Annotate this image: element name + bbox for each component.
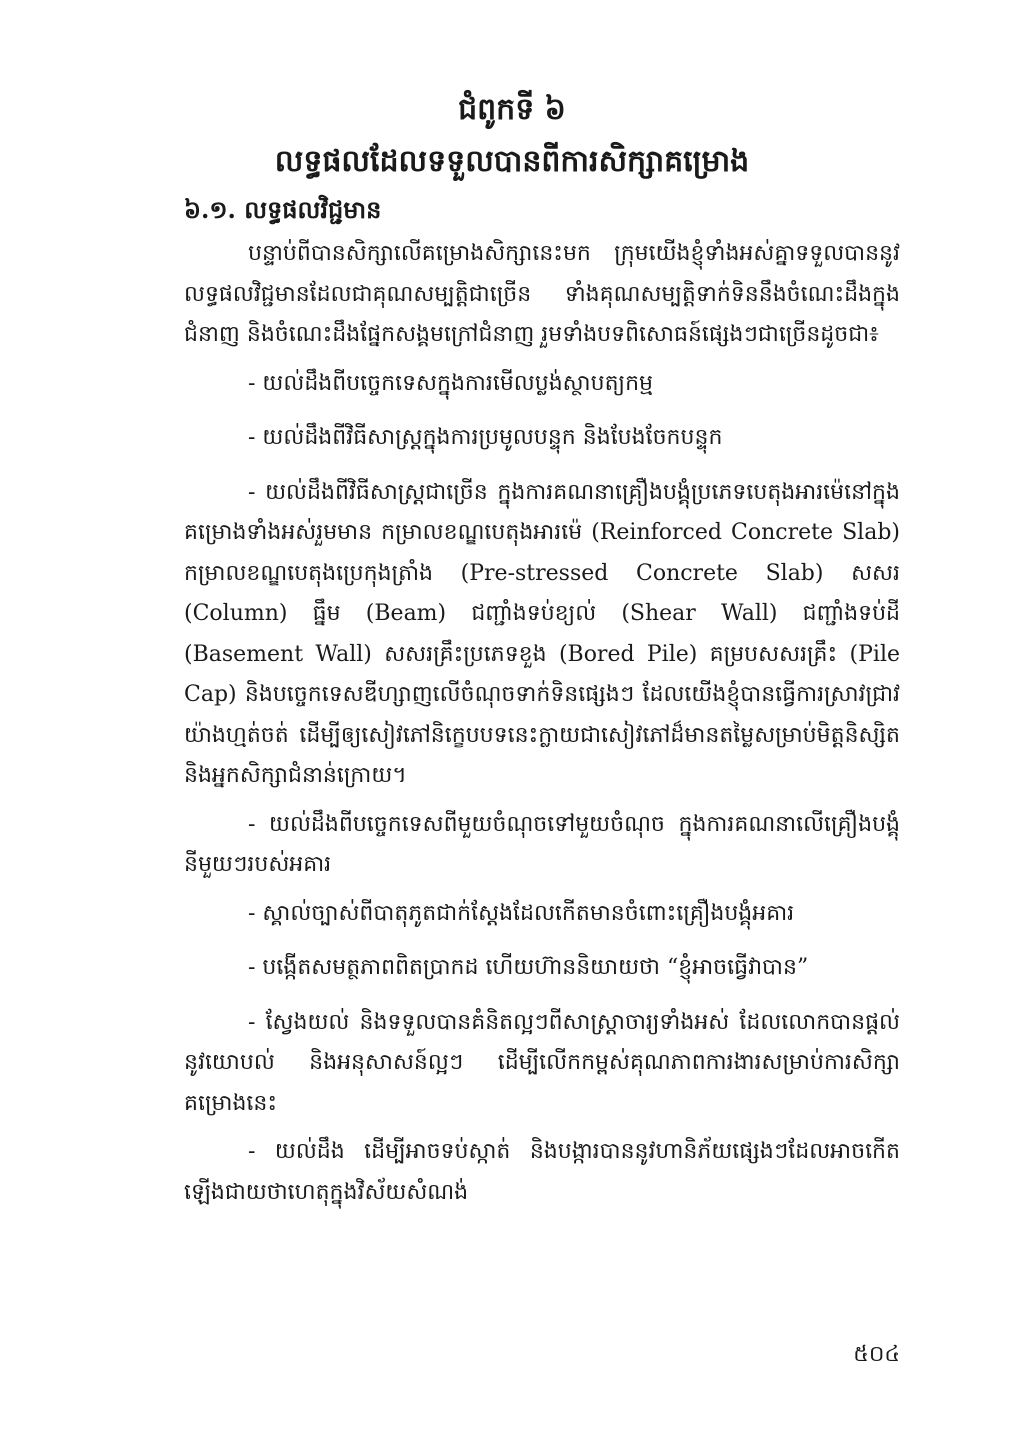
bullet-item: - យល់ដឹង ដើម្បីអាចទប់ស្កាត់ និងបង្ការបាននូវហានិភ័យផ្សេងៗដែលអាចកើតឡើងជាយថាហេតុក្នុងវិស័យសំណង់	[184, 1139, 900, 1205]
chapter-subtitle: លទ្ធផលដែលទទួលបានពីការសិក្សាគម្រោង	[274, 144, 750, 179]
bullet-item: - យល់ដឹងពីវិធីសាស្ត្រជាច្រើន ក្នុងការគណនាគ្រឿងបង្គុំប្រភេទបេតុងអារម៉េនៅក្នុងគម្រោងទាំងអស់រួមមាន កម្រាលខណ្ឌបេតុងអារម៉េ (Reinforced Concrete Slab) កម្រាលខណ្ឌបេតុងប្រេកុងត្រាំង (Pre-stressed Concrete Slab) សសរ (Column) ធ្នឹម (Beam) ជញ្ជាំងទប់ខ្យល់ (Shear Wall) ជញ្ជាំងទប់ដី (Basement Wall) សសរគ្រឹះប្រភេទខួង (Bored Pile) គម្របសសរគ្រឹះ (Pile Cap) និងបច្ចេកទេសឌីហ្សាញលើចំណុចទាក់ទិនផ្សេងៗ ដែលយើងខ្ញុំបានធ្វើការស្រាវជ្រាវយ៉ាងហ្មត់ចត់ ដើម្បីឲ្យសៀវភៅនិក្ខេបបទនេះក្លាយជាសៀវភៅដ៏មានតម្លៃសម្រាប់មិត្តនិស្សិត និងអ្នកសិក្សាជំនាន់ក្រោយ។	[184, 479, 900, 788]
bullet-item: - យល់ដឹងពីបច្ចេកទេសក្នុងការមើលប្លង់ស្ថាបត្យកម្ម	[248, 370, 654, 396]
intro-paragraph: បន្ទាប់ពីបានសិក្សាលើគម្រោងសិក្សានេះមក ក្រុមយើងខ្ញុំទាំងអស់គ្នាទទួលបាននូវលទ្ធផលវិជ្ជមានដែលជាគុណសម្បត្តិជាច្រើន ទាំងគុណសម្បត្តិទាក់ទិននឹងចំណេះដឹងក្នុងជំនាញ និងចំណេះដឹងផ្នែកសង្គមក្រៅជំនាញ រួមទាំងបទពិសោធន៍ផ្សេងៗជាច្រើនដូចជា៖	[184, 241, 900, 347]
body-text	[184, 234, 900, 1221]
chapter-title: ជំពូកទី ៦	[458, 92, 566, 127]
bullet-item: - យល់ដឹងពីវិធីសាស្ត្រក្នុងការប្រមូលបន្ទុក និងបែងចែកបន្ទុក	[248, 425, 723, 450]
bullet-item: - ស្គាល់ច្បាស់ពីបាតុភូតជាក់ស្តែងដែលកើតមានចំពោះគ្រឿងបង្គុំអគារ	[248, 900, 795, 926]
bullet-item: - យល់ដឹងពីបច្ចេកទេសពីមួយចំណុចទៅមួយចំណុច ក្នុងការគណនាលើគ្រឿងបង្គុំនីមួយៗរបស់អគារ	[184, 811, 900, 877]
section-heading: ៦.១. លទ្ធផលវិជ្ជមាន	[184, 195, 382, 224]
bullet-item: - បង្កើតសមត្ថភាពពិតប្រាកដ ហើយហ៊ាននិយាយថា “ខ្ញុំអាចធ្វើវាបាន”	[248, 955, 809, 980]
bullet-item: - ស្វែងយល់ និងទទួលបានគំនិតល្អៗពីសាស្ត្រាចារ្យទាំងអស់ ដែលលោកបានផ្តល់នូវយោបល់ និងអនុសាសន៍ល្អៗ ដើម្បីលើកកម្ពស់គុណភាពការងារសម្រាប់ការសិក្សាគម្រោងនេះ	[184, 1009, 900, 1116]
page-number: ៥០៤	[853, 1342, 900, 1367]
